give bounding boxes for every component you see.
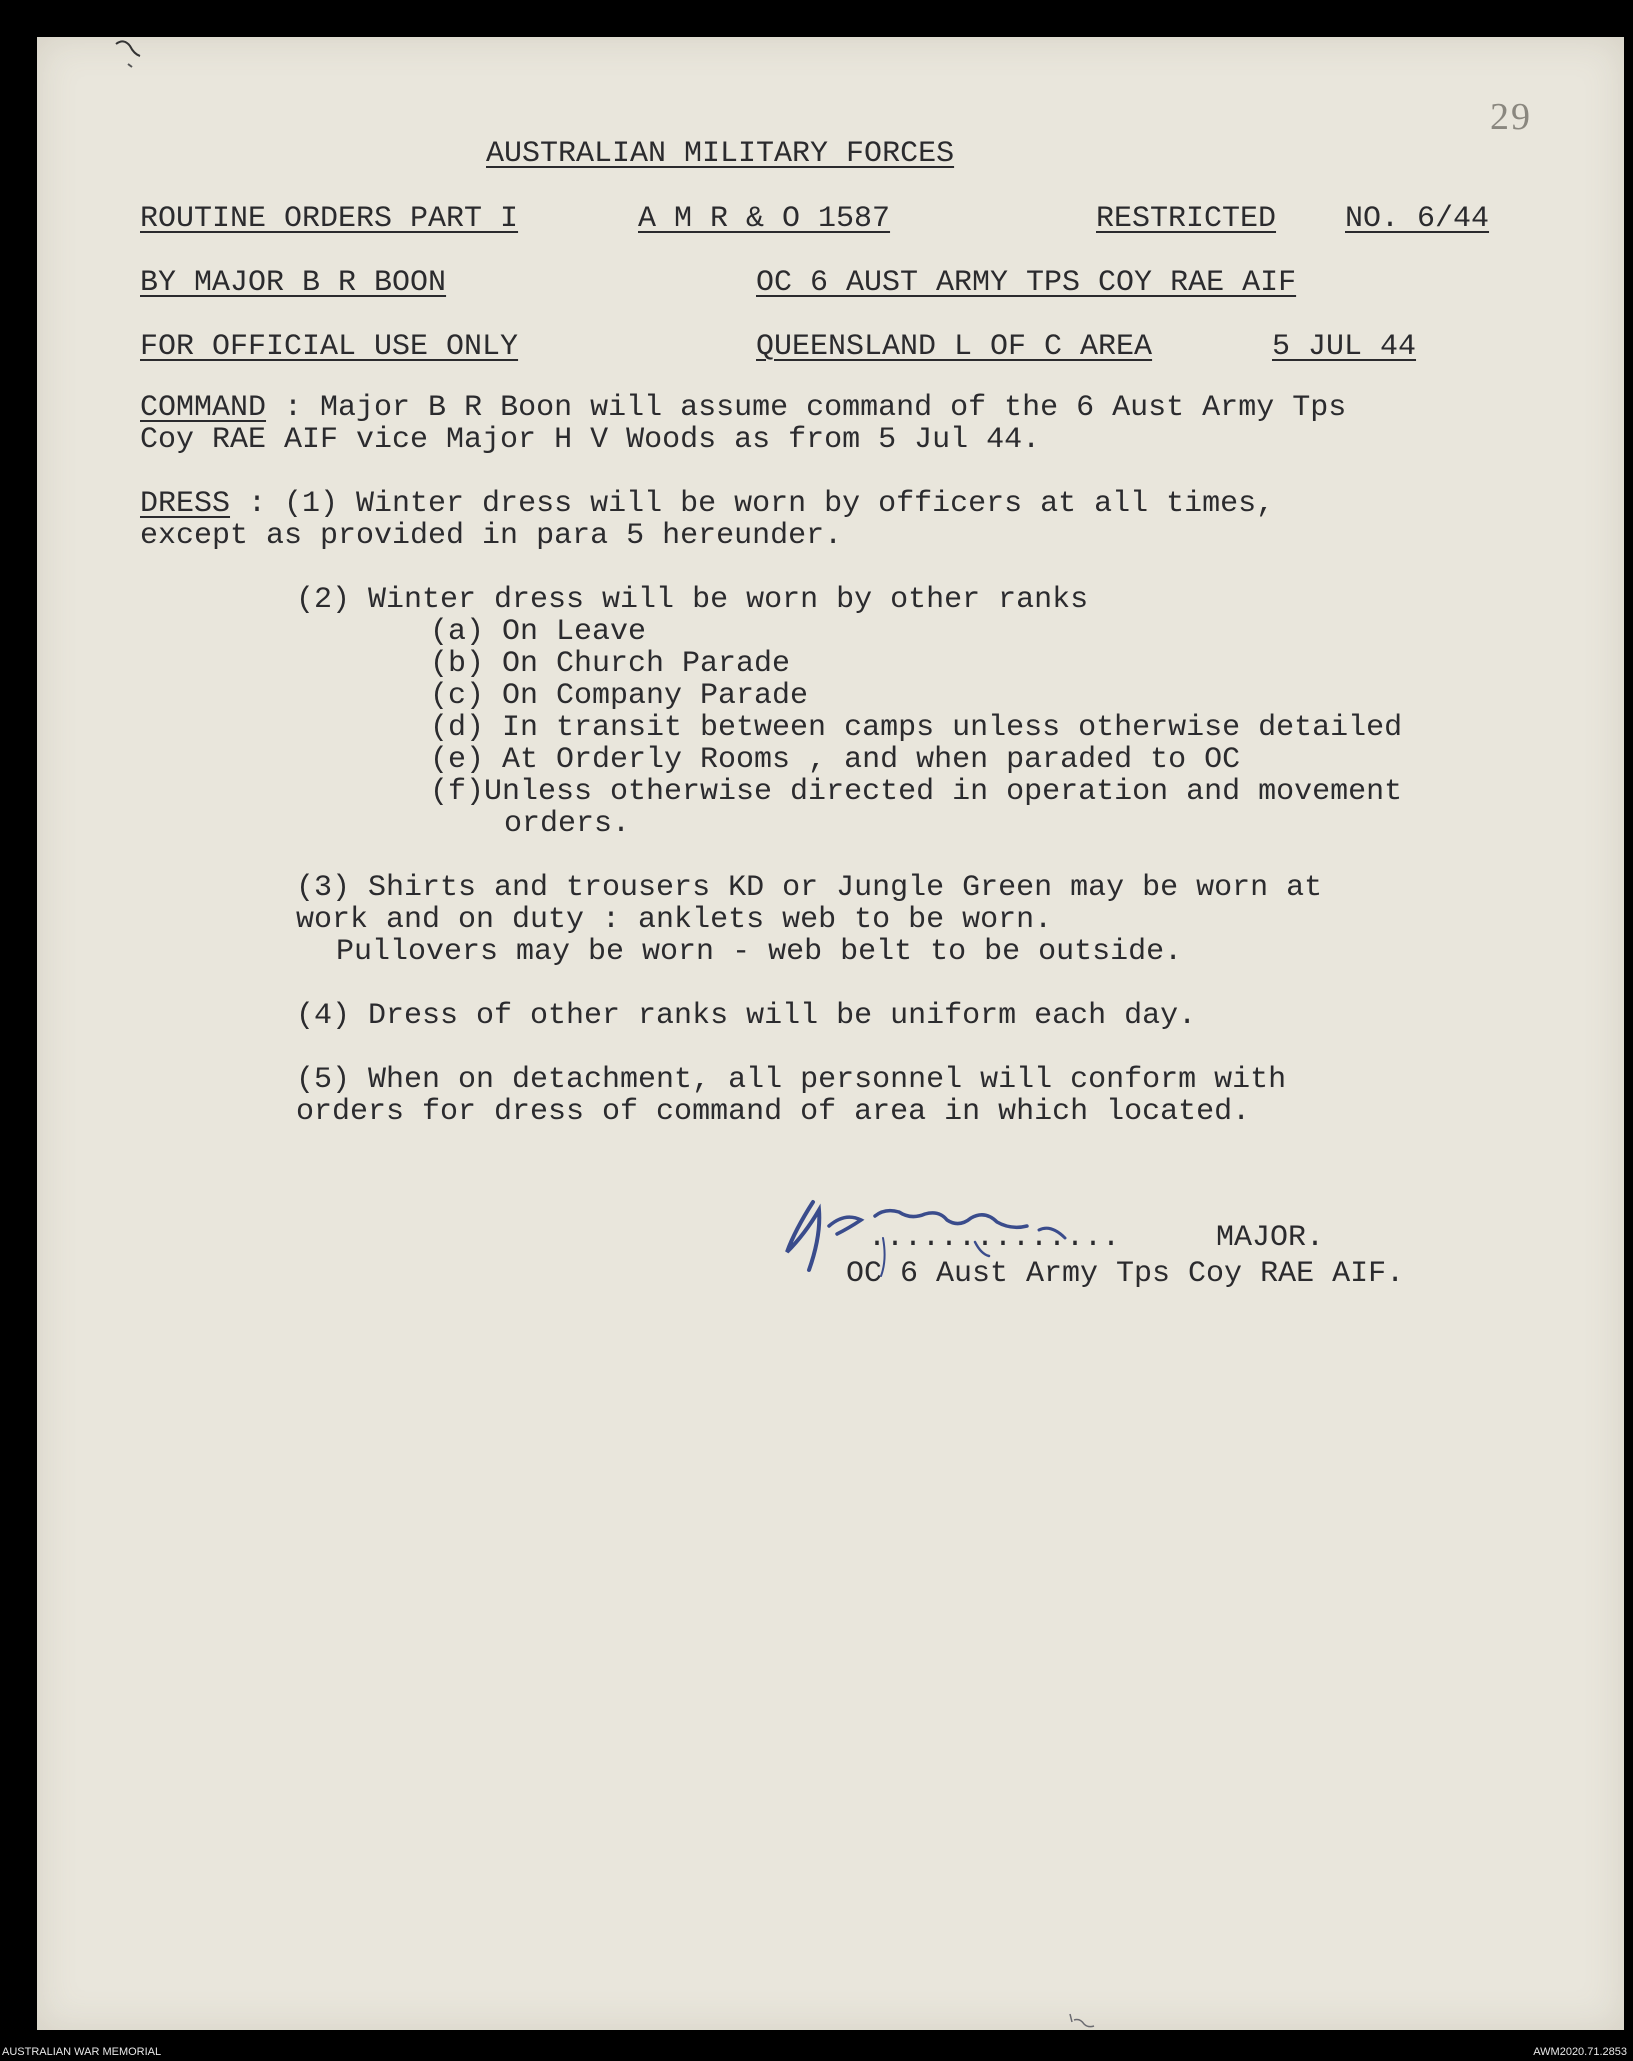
dress-p3-line3: Pullovers may be worn - web belt to be outside. bbox=[336, 935, 1183, 969]
restricted-label: RESTRICTED bbox=[1096, 202, 1277, 236]
dress-p3-line2: work and on duty : anklets web to be worn. bbox=[296, 903, 1053, 937]
official-use-label: FOR OFFICIAL USE ONLY bbox=[140, 330, 519, 364]
command-text: : Major B R Boon will assume command of the 6 Aust Army Tps bbox=[266, 391, 1347, 425]
command-paragraph-line1 bbox=[140, 392, 1346, 424]
signature-dots: .............. bbox=[868, 1221, 1121, 1255]
dress-heading: DRESS bbox=[140, 487, 231, 521]
dress-p5-line1: (5) When on detachment, all personnel will conform with bbox=[296, 1063, 1287, 1097]
dress-p5-line2: orders for dress of command of area in which located. bbox=[296, 1095, 1251, 1129]
dress-p1-line2: except as provided in para 5 hereunder. bbox=[140, 519, 843, 553]
signature-title: OC 6 Aust Army Tps Coy RAE AIF. bbox=[846, 1257, 1405, 1291]
dress-paragraph-line1 bbox=[140, 488, 1274, 520]
dress-p1-text: : (1) Winter dress will be worn by officers at all times, bbox=[230, 487, 1275, 521]
staple-mark bbox=[110, 34, 150, 74]
issued-by: BY MAJOR B R BOON bbox=[140, 266, 447, 300]
command-heading: COMMAND bbox=[140, 391, 267, 425]
dress-p2-item-d: (d) In transit between camps unless otherwise detailed bbox=[430, 711, 1403, 745]
dress-p2-item-f-cont: orders. bbox=[504, 807, 631, 841]
stray-pen-mark bbox=[1066, 2010, 1102, 2032]
order-number: NO. 6/44 bbox=[1345, 202, 1490, 236]
org-heading: AUSTRALIAN MILITARY FORCES bbox=[486, 137, 955, 171]
handwritten-signature bbox=[775, 1190, 1155, 1280]
dress-p3-line1: (3) Shirts and trousers KD or Jungle Green may be worn at bbox=[296, 871, 1323, 905]
reference-number: A M R & O 1587 bbox=[638, 202, 891, 236]
dress-p2-item-c: (c) On Company Parade bbox=[430, 679, 809, 713]
signature-rank: MAJOR. bbox=[1216, 1221, 1325, 1255]
dress-p2-item-f: (f)Unless otherwise directed in operation and movement bbox=[430, 775, 1403, 809]
command-paragraph-line2: Coy RAE AIF vice Major H V Woods as from 5 Jul 44. bbox=[140, 423, 1041, 457]
dress-p2-item-e: (e) At Orderly Rooms , and when paraded to OC bbox=[430, 743, 1241, 777]
orders-label: ROUTINE ORDERS PART I bbox=[140, 202, 519, 236]
dress-p2-intro: (2) Winter dress will be worn by other ranks bbox=[296, 583, 1089, 617]
unit-name: OC 6 AUST ARMY TPS COY RAE AIF bbox=[756, 266, 1297, 300]
page-number: 29 bbox=[1490, 96, 1532, 138]
footer-accession: AWM2020.71.2853 bbox=[1533, 2046, 1627, 2058]
order-date: 5 JUL 44 bbox=[1272, 330, 1417, 364]
dress-p2-item-a: (a) On Leave bbox=[430, 615, 647, 649]
dress-p2-item-b: (b) On Church Parade bbox=[430, 647, 791, 681]
dress-p4: (4) Dress of other ranks will be uniform each day. bbox=[296, 999, 1197, 1033]
area-name: QUEENSLAND L OF C AREA bbox=[756, 330, 1153, 364]
footer-credit: AUSTRALIAN WAR MEMORIAL bbox=[2, 2046, 162, 2058]
